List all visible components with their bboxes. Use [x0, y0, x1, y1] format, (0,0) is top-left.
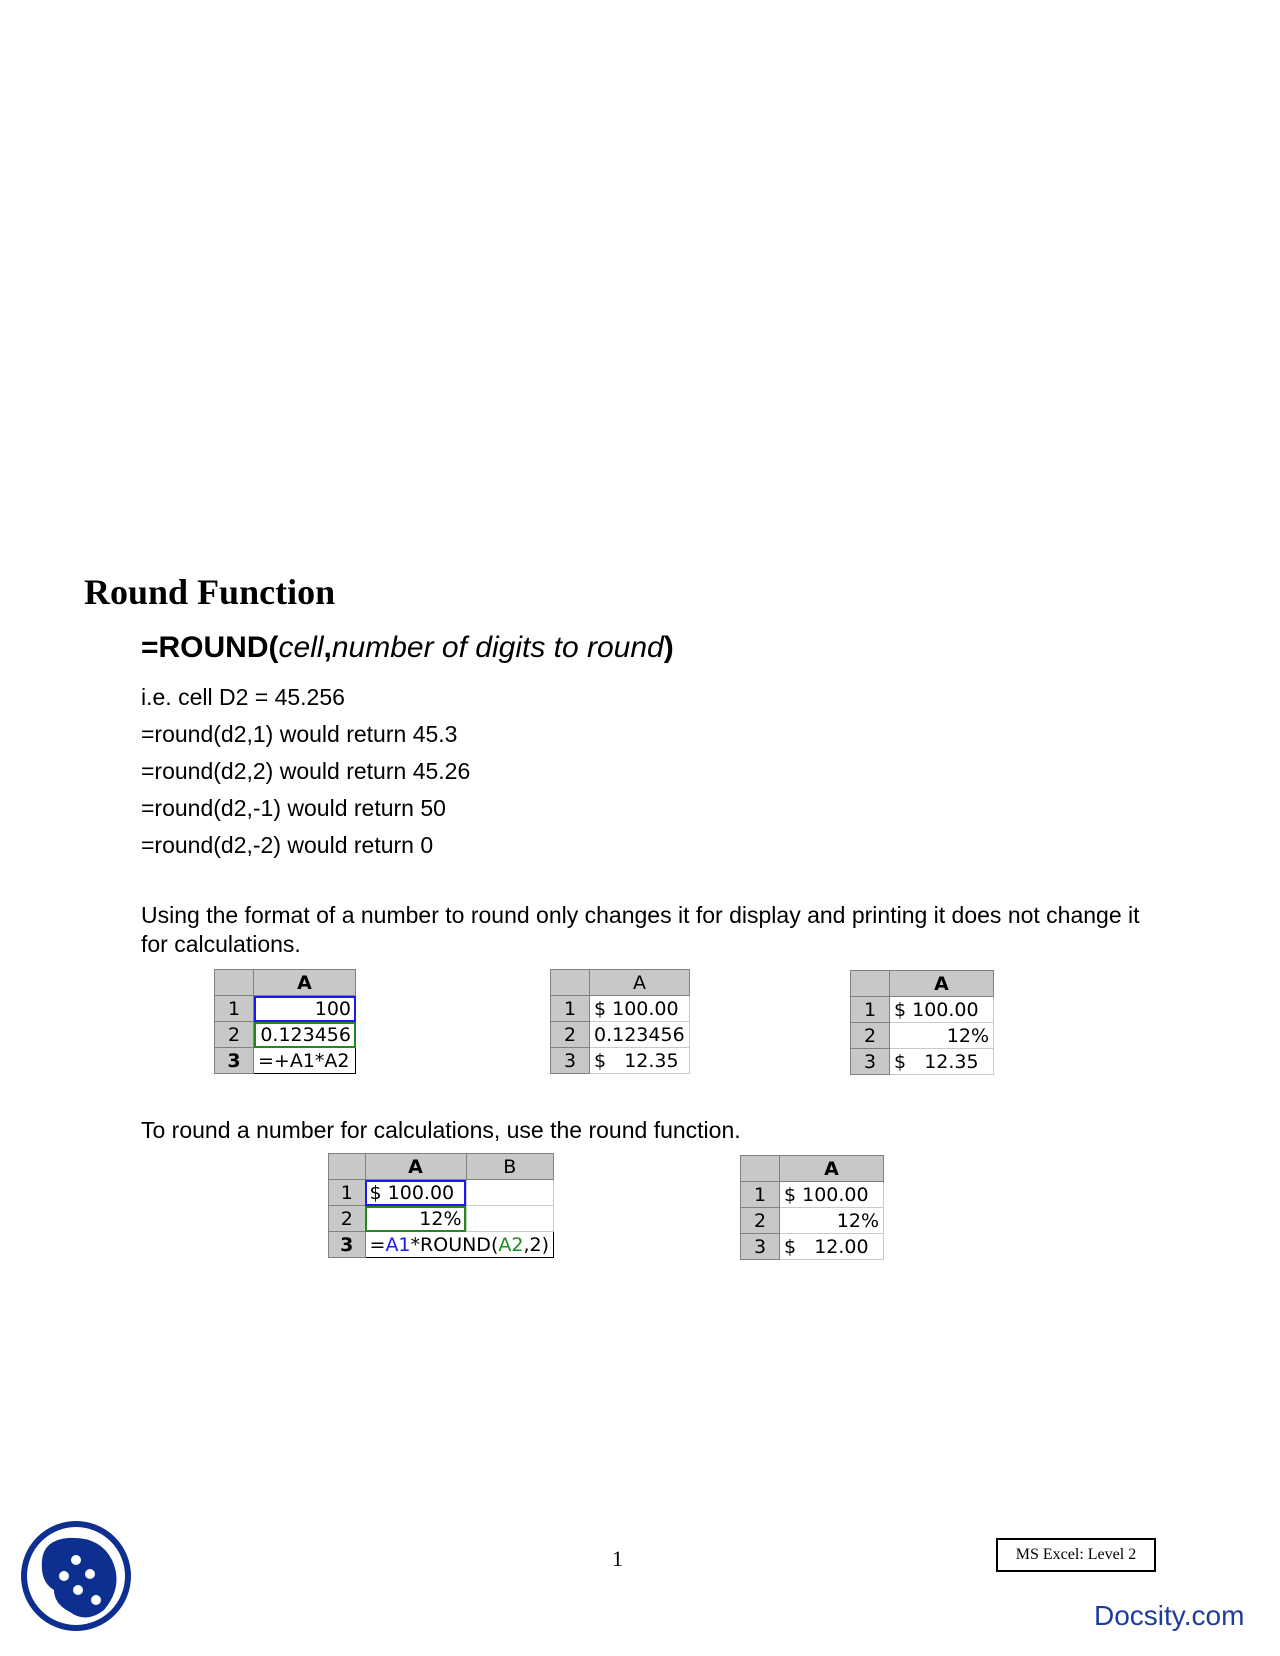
row-header: 1 [741, 1182, 780, 1208]
row-header: 3 [551, 1048, 590, 1074]
row-header: 3 [215, 1048, 254, 1074]
syntax-comma: , [323, 631, 332, 664]
cell-a1: $ 100.00 [890, 997, 994, 1023]
spreadsheet-snippet-4 [328, 1153, 554, 1258]
example-line: =round(d2,1) would return 45.3 [141, 721, 458, 747]
corner-cell [551, 970, 590, 996]
page-number: 1 [612, 1546, 623, 1571]
example-line: i.e. cell D2 = 45.256 [141, 684, 345, 710]
page-title: Round Function [84, 572, 336, 612]
cell-a3: $ 12.35 [890, 1049, 994, 1075]
column-header-a: A [254, 970, 356, 996]
row-header: 1 [329, 1180, 366, 1206]
formula-function: *ROUND( [410, 1233, 499, 1256]
docsity-logo-icon [20, 1520, 132, 1632]
syntax-arg-cell: cell [278, 631, 324, 664]
cell-a2: 0.123456 [590, 1022, 690, 1048]
round-syntax [141, 633, 674, 663]
cell-a1: $ 100.00 [590, 996, 690, 1022]
row-header: 3 [851, 1049, 890, 1075]
row-header: 3 [329, 1232, 366, 1258]
formula-equals: = [369, 1233, 386, 1256]
cell-b2 [466, 1206, 553, 1232]
cell-a3: $ 12.00 [780, 1234, 884, 1260]
example-line: =round(d2,-1) would return 50 [141, 795, 446, 821]
column-header-a: A [890, 971, 994, 997]
corner-cell [215, 970, 254, 996]
row-header: 2 [851, 1023, 890, 1049]
cell-a1: 100 [254, 996, 356, 1022]
row-header: 2 [741, 1208, 780, 1234]
cell-a2: 12% [780, 1208, 884, 1234]
corner-cell [741, 1156, 780, 1182]
format-note: Using the format of a number to round only changes it for display and printing it does not change it for calculations. [141, 902, 1140, 957]
brand-link[interactable]: Docsity.com [1094, 1600, 1245, 1631]
examples-list [141, 679, 470, 864]
example-line: =round(d2,2) would return 45.26 [141, 758, 471, 784]
row-header: 1 [851, 997, 890, 1023]
row-header: 2 [329, 1206, 366, 1232]
syntax-prefix: =ROUND( [141, 631, 279, 664]
cell-a3: $ 12.35 [590, 1048, 690, 1074]
footer-course-label: MS Excel: Level 2 [996, 1538, 1156, 1572]
cell-a2: 12% [365, 1206, 466, 1232]
row-header: 2 [215, 1022, 254, 1048]
column-header-a: A [590, 970, 690, 996]
column-header-b: B [466, 1154, 553, 1180]
cell-a1: $ 100.00 [365, 1180, 466, 1206]
syntax-arg-digits: number of digits to round [331, 631, 664, 664]
syntax-suffix: ) [663, 631, 674, 664]
row-header: 1 [551, 996, 590, 1022]
spreadsheet-snippet-2 [550, 969, 690, 1074]
spreadsheet-snippet-1 [214, 969, 356, 1074]
corner-cell [329, 1154, 366, 1180]
column-header-a: A [365, 1154, 466, 1180]
cell-a2: 12% [890, 1023, 994, 1049]
formula-ref-a1: A1 [385, 1233, 411, 1256]
spreadsheet-snippet-5 [740, 1155, 884, 1260]
cell-a1: $ 100.00 [780, 1182, 884, 1208]
spreadsheet-snippet-3 [850, 970, 994, 1075]
cell-a3-formula [365, 1232, 553, 1258]
row-header: 3 [741, 1234, 780, 1260]
cell-b1 [466, 1180, 553, 1206]
corner-cell [851, 971, 890, 997]
row-header: 2 [551, 1022, 590, 1048]
cell-a2: 0.123456 [254, 1022, 356, 1048]
formula-ref-a2: A2 [498, 1233, 524, 1256]
formula-end: ,2) [523, 1233, 549, 1256]
column-header-a: A [780, 1156, 884, 1182]
round-note: To round a number for calculations, use the round function. [141, 1117, 741, 1143]
example-line: =round(d2,-2) would return 0 [141, 832, 434, 858]
cell-a3: =+A1*A2 [254, 1048, 356, 1074]
row-header: 1 [215, 996, 254, 1022]
